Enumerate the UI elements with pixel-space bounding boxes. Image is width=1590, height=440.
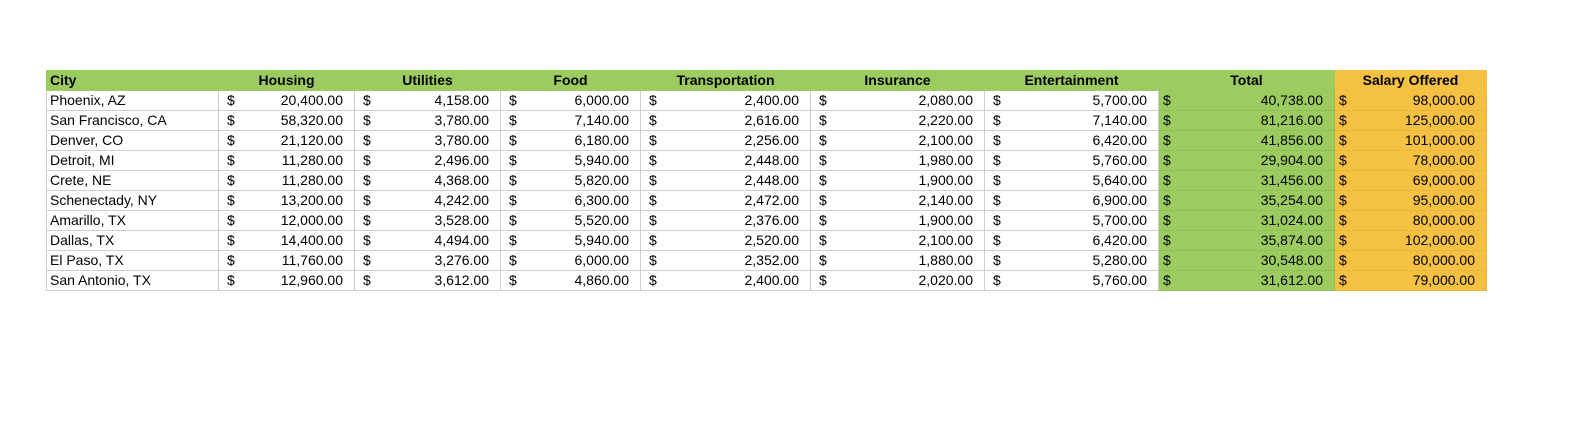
cell-insurance[interactable] bbox=[811, 151, 985, 171]
currency-symbol: $ bbox=[993, 112, 1001, 128]
currency-symbol: $ bbox=[1339, 172, 1347, 188]
amount-insurance: 1,880.00 bbox=[918, 252, 973, 268]
cell-insurance[interactable] bbox=[811, 131, 985, 151]
cell-total[interactable] bbox=[1159, 231, 1335, 251]
cell-transportation[interactable] bbox=[641, 111, 811, 131]
cell-utilities[interactable] bbox=[355, 151, 501, 171]
currency-symbol: $ bbox=[509, 232, 517, 248]
currency-symbol: $ bbox=[509, 272, 517, 288]
cell-city[interactable]: San Antonio, TX bbox=[47, 271, 219, 291]
amount-transportation: 2,256.00 bbox=[744, 132, 799, 148]
cell-transportation[interactable] bbox=[641, 91, 811, 111]
cell-food[interactable] bbox=[501, 211, 641, 231]
amount-entertainment: 5,280.00 bbox=[1092, 252, 1147, 268]
amount-food: 6,300.00 bbox=[574, 192, 629, 208]
currency-symbol: $ bbox=[509, 212, 517, 228]
amount-transportation: 2,448.00 bbox=[744, 152, 799, 168]
cell-salary[interactable] bbox=[1335, 171, 1487, 191]
currency-symbol: $ bbox=[819, 272, 827, 288]
amount-insurance: 2,140.00 bbox=[918, 192, 973, 208]
amount-entertainment: 5,700.00 bbox=[1092, 92, 1147, 108]
cell-entertainment[interactable] bbox=[985, 191, 1159, 211]
currency-symbol: $ bbox=[363, 92, 371, 108]
amount-salary: 80,000.00 bbox=[1412, 252, 1475, 268]
cell-city[interactable]: Denver, CO bbox=[47, 131, 219, 151]
cell-city[interactable]: Dallas, TX bbox=[47, 231, 219, 251]
currency-symbol: $ bbox=[819, 232, 827, 248]
cell-housing[interactable] bbox=[219, 271, 355, 291]
table-row bbox=[47, 171, 1487, 191]
amount-utilities: 3,780.00 bbox=[434, 132, 489, 148]
cell-utilities[interactable] bbox=[355, 231, 501, 251]
currency-symbol: $ bbox=[819, 132, 827, 148]
amount-insurance: 2,080.00 bbox=[918, 92, 973, 108]
currency-symbol: $ bbox=[1163, 212, 1171, 228]
table-row bbox=[47, 131, 1487, 151]
amount-total: 31,612.00 bbox=[1260, 272, 1323, 288]
cell-insurance[interactable] bbox=[811, 251, 985, 271]
currency-symbol: $ bbox=[649, 172, 657, 188]
header-total[interactable]: Total bbox=[1159, 71, 1335, 91]
cell-salary[interactable] bbox=[1335, 211, 1487, 231]
currency-symbol: $ bbox=[993, 132, 1001, 148]
amount-housing: 12,000.00 bbox=[280, 212, 343, 228]
cell-entertainment[interactable] bbox=[985, 231, 1159, 251]
amount-entertainment: 5,640.00 bbox=[1092, 172, 1147, 188]
currency-symbol: $ bbox=[363, 192, 371, 208]
cell-salary[interactable] bbox=[1335, 231, 1487, 251]
cell-entertainment[interactable] bbox=[985, 131, 1159, 151]
amount-utilities: 4,158.00 bbox=[434, 92, 489, 108]
currency-symbol: $ bbox=[1163, 132, 1171, 148]
cell-city[interactable]: El Paso, TX bbox=[47, 251, 219, 271]
amount-insurance: 2,220.00 bbox=[918, 112, 973, 128]
amount-salary: 69,000.00 bbox=[1412, 172, 1475, 188]
currency-symbol: $ bbox=[993, 272, 1001, 288]
amount-salary: 80,000.00 bbox=[1412, 212, 1475, 228]
table-row bbox=[47, 251, 1487, 271]
amount-food: 4,860.00 bbox=[574, 272, 629, 288]
amount-utilities: 3,612.00 bbox=[434, 272, 489, 288]
cell-city[interactable]: San Francisco, CA bbox=[47, 111, 219, 131]
cell-city[interactable]: Phoenix, AZ bbox=[47, 91, 219, 111]
currency-symbol: $ bbox=[649, 232, 657, 248]
amount-salary: 102,000.00 bbox=[1404, 232, 1475, 248]
amount-salary: 95,000.00 bbox=[1412, 192, 1475, 208]
cell-insurance[interactable] bbox=[811, 191, 985, 211]
currency-symbol: $ bbox=[1339, 192, 1347, 208]
cell-entertainment[interactable] bbox=[985, 111, 1159, 131]
cell-entertainment[interactable] bbox=[985, 251, 1159, 271]
header-row bbox=[47, 71, 1487, 91]
cell-total[interactable] bbox=[1159, 91, 1335, 111]
cell-utilities[interactable] bbox=[355, 91, 501, 111]
currency-symbol: $ bbox=[1339, 212, 1347, 228]
currency-symbol: $ bbox=[1339, 232, 1347, 248]
cell-utilities[interactable] bbox=[355, 211, 501, 231]
cell-entertainment[interactable] bbox=[985, 211, 1159, 231]
cell-entertainment[interactable] bbox=[985, 271, 1159, 291]
currency-symbol: $ bbox=[363, 132, 371, 148]
header-utilities[interactable]: Utilities bbox=[355, 71, 501, 91]
amount-entertainment: 7,140.00 bbox=[1092, 112, 1147, 128]
amount-utilities: 4,368.00 bbox=[434, 172, 489, 188]
currency-symbol: $ bbox=[1163, 112, 1171, 128]
amount-utilities: 4,494.00 bbox=[434, 232, 489, 248]
cost-of-living-table bbox=[46, 70, 1487, 291]
amount-food: 6,000.00 bbox=[574, 252, 629, 268]
currency-symbol: $ bbox=[1339, 252, 1347, 268]
currency-symbol: $ bbox=[819, 112, 827, 128]
currency-symbol: $ bbox=[363, 172, 371, 188]
currency-symbol: $ bbox=[649, 112, 657, 128]
amount-total: 35,254.00 bbox=[1260, 192, 1323, 208]
cell-entertainment[interactable] bbox=[985, 171, 1159, 191]
currency-symbol: $ bbox=[363, 112, 371, 128]
cell-city[interactable]: Detroit, MI bbox=[47, 151, 219, 171]
cell-housing[interactable] bbox=[219, 191, 355, 211]
currency-symbol: $ bbox=[819, 212, 827, 228]
amount-total: 81,216.00 bbox=[1260, 112, 1323, 128]
currency-symbol: $ bbox=[819, 252, 827, 268]
currency-symbol: $ bbox=[649, 272, 657, 288]
amount-entertainment: 5,760.00 bbox=[1092, 272, 1147, 288]
currency-symbol: $ bbox=[1339, 112, 1347, 128]
currency-symbol: $ bbox=[993, 152, 1001, 168]
currency-symbol: $ bbox=[819, 92, 827, 108]
cell-total[interactable] bbox=[1159, 131, 1335, 151]
cell-food[interactable] bbox=[501, 191, 641, 211]
amount-housing: 13,200.00 bbox=[280, 192, 343, 208]
cell-transportation[interactable] bbox=[641, 151, 811, 171]
currency-symbol: $ bbox=[819, 152, 827, 168]
currency-symbol: $ bbox=[649, 252, 657, 268]
amount-total: 30,548.00 bbox=[1260, 252, 1323, 268]
currency-symbol: $ bbox=[1339, 152, 1347, 168]
currency-symbol: $ bbox=[363, 152, 371, 168]
currency-symbol: $ bbox=[227, 232, 235, 248]
cell-food[interactable] bbox=[501, 251, 641, 271]
amount-total: 29,904.00 bbox=[1260, 152, 1323, 168]
currency-symbol: $ bbox=[1163, 232, 1171, 248]
amount-entertainment: 6,420.00 bbox=[1092, 132, 1147, 148]
amount-housing: 14,400.00 bbox=[280, 232, 343, 248]
amount-housing: 12,960.00 bbox=[280, 272, 343, 288]
cell-salary[interactable] bbox=[1335, 271, 1487, 291]
amount-total: 35,874.00 bbox=[1260, 232, 1323, 248]
table-row bbox=[47, 151, 1487, 171]
amount-insurance: 1,980.00 bbox=[918, 152, 973, 168]
currency-symbol: $ bbox=[227, 212, 235, 228]
table-row bbox=[47, 211, 1487, 231]
cell-total[interactable] bbox=[1159, 251, 1335, 271]
cell-housing[interactable] bbox=[219, 91, 355, 111]
cell-total[interactable] bbox=[1159, 111, 1335, 131]
cell-housing[interactable] bbox=[219, 151, 355, 171]
currency-symbol: $ bbox=[649, 92, 657, 108]
cell-housing[interactable] bbox=[219, 251, 355, 271]
amount-insurance: 2,100.00 bbox=[918, 232, 973, 248]
cell-transportation[interactable] bbox=[641, 131, 811, 151]
currency-symbol: $ bbox=[649, 212, 657, 228]
currency-symbol: $ bbox=[1163, 272, 1171, 288]
currency-symbol: $ bbox=[363, 272, 371, 288]
currency-symbol: $ bbox=[649, 132, 657, 148]
amount-salary: 101,000.00 bbox=[1404, 132, 1475, 148]
amount-housing: 11,760.00 bbox=[281, 252, 343, 268]
cell-salary[interactable] bbox=[1335, 251, 1487, 271]
amount-utilities: 3,528.00 bbox=[434, 212, 489, 228]
amount-food: 6,000.00 bbox=[574, 92, 629, 108]
cell-salary[interactable] bbox=[1335, 191, 1487, 211]
cell-insurance[interactable] bbox=[811, 211, 985, 231]
currency-symbol: $ bbox=[993, 232, 1001, 248]
currency-symbol: $ bbox=[649, 192, 657, 208]
amount-food: 5,940.00 bbox=[574, 232, 629, 248]
currency-symbol: $ bbox=[819, 172, 827, 188]
currency-symbol: $ bbox=[227, 252, 235, 268]
currency-symbol: $ bbox=[509, 92, 517, 108]
amount-insurance: 1,900.00 bbox=[918, 172, 973, 188]
cell-utilities[interactable] bbox=[355, 111, 501, 131]
currency-symbol: $ bbox=[649, 152, 657, 168]
currency-symbol: $ bbox=[1339, 272, 1347, 288]
cell-transportation[interactable] bbox=[641, 231, 811, 251]
cell-insurance[interactable] bbox=[811, 91, 985, 111]
cell-total[interactable] bbox=[1159, 211, 1335, 231]
amount-salary: 125,000.00 bbox=[1404, 112, 1475, 128]
currency-symbol: $ bbox=[993, 212, 1001, 228]
currency-symbol: $ bbox=[363, 252, 371, 268]
cell-city[interactable]: Crete, NE bbox=[47, 171, 219, 191]
amount-housing: 11,280.00 bbox=[281, 172, 343, 188]
amount-transportation: 2,472.00 bbox=[744, 192, 799, 208]
cell-city[interactable]: Amarillo, TX bbox=[47, 211, 219, 231]
header-food[interactable]: Food bbox=[501, 71, 641, 91]
cell-entertainment[interactable] bbox=[985, 91, 1159, 111]
cell-transportation[interactable] bbox=[641, 211, 811, 231]
currency-symbol: $ bbox=[227, 132, 235, 148]
amount-entertainment: 5,760.00 bbox=[1092, 152, 1147, 168]
amount-housing: 58,320.00 bbox=[280, 112, 343, 128]
cell-insurance[interactable] bbox=[811, 171, 985, 191]
table-row bbox=[47, 231, 1487, 251]
amount-insurance: 2,020.00 bbox=[918, 272, 973, 288]
currency-symbol: $ bbox=[227, 112, 235, 128]
cell-total[interactable] bbox=[1159, 171, 1335, 191]
amount-total: 41,856.00 bbox=[1260, 132, 1323, 148]
amount-transportation: 2,400.00 bbox=[744, 92, 799, 108]
cell-food[interactable] bbox=[501, 171, 641, 191]
amount-transportation: 2,520.00 bbox=[744, 232, 799, 248]
currency-symbol: $ bbox=[1163, 172, 1171, 188]
table-row bbox=[47, 111, 1487, 131]
amount-salary: 78,000.00 bbox=[1412, 152, 1475, 168]
currency-symbol: $ bbox=[227, 92, 235, 108]
cell-insurance[interactable] bbox=[811, 111, 985, 131]
header-insurance[interactable]: Insurance bbox=[811, 71, 985, 91]
header-housing[interactable]: Housing bbox=[219, 71, 355, 91]
currency-symbol: $ bbox=[227, 172, 235, 188]
amount-food: 6,180.00 bbox=[574, 132, 629, 148]
cell-housing[interactable] bbox=[219, 231, 355, 251]
amount-transportation: 2,448.00 bbox=[744, 172, 799, 188]
amount-housing: 21,120.00 bbox=[280, 132, 343, 148]
currency-symbol: $ bbox=[1339, 92, 1347, 108]
amount-transportation: 2,352.00 bbox=[744, 252, 799, 268]
currency-symbol: $ bbox=[993, 192, 1001, 208]
amount-transportation: 2,616.00 bbox=[744, 112, 799, 128]
currency-symbol: $ bbox=[509, 112, 517, 128]
currency-symbol: $ bbox=[993, 252, 1001, 268]
cell-insurance[interactable] bbox=[811, 271, 985, 291]
cell-housing[interactable] bbox=[219, 211, 355, 231]
cell-food[interactable] bbox=[501, 271, 641, 291]
cell-salary[interactable] bbox=[1335, 131, 1487, 151]
amount-transportation: 2,376.00 bbox=[744, 212, 799, 228]
header-transportation[interactable]: Transportation bbox=[641, 71, 811, 91]
currency-symbol: $ bbox=[227, 272, 235, 288]
cell-food[interactable] bbox=[501, 151, 641, 171]
table-body bbox=[47, 91, 1487, 291]
amount-utilities: 2,496.00 bbox=[434, 152, 489, 168]
cell-housing[interactable] bbox=[219, 131, 355, 151]
currency-symbol: $ bbox=[1163, 252, 1171, 268]
cell-transportation[interactable] bbox=[641, 251, 811, 271]
currency-symbol: $ bbox=[227, 152, 235, 168]
cell-food[interactable] bbox=[501, 91, 641, 111]
currency-symbol: $ bbox=[993, 92, 1001, 108]
cell-transportation[interactable] bbox=[641, 191, 811, 211]
currency-symbol: $ bbox=[509, 172, 517, 188]
amount-salary: 98,000.00 bbox=[1412, 92, 1475, 108]
cell-utilities[interactable] bbox=[355, 191, 501, 211]
currency-symbol: $ bbox=[227, 192, 235, 208]
cell-utilities[interactable] bbox=[355, 131, 501, 151]
cell-insurance[interactable] bbox=[811, 231, 985, 251]
amount-insurance: 1,900.00 bbox=[918, 212, 973, 228]
currency-symbol: $ bbox=[819, 192, 827, 208]
cell-food[interactable] bbox=[501, 231, 641, 251]
amount-housing: 11,280.00 bbox=[281, 152, 343, 168]
amount-utilities: 3,780.00 bbox=[434, 112, 489, 128]
amount-total: 40,738.00 bbox=[1260, 92, 1323, 108]
table-row bbox=[47, 191, 1487, 211]
cell-salary[interactable] bbox=[1335, 111, 1487, 131]
cell-city[interactable]: Schenectady, NY bbox=[47, 191, 219, 211]
header-entertainment[interactable]: Entertainment bbox=[985, 71, 1159, 91]
currency-symbol: $ bbox=[363, 232, 371, 248]
cell-utilities[interactable] bbox=[355, 171, 501, 191]
amount-insurance: 2,100.00 bbox=[918, 132, 973, 148]
cell-housing[interactable] bbox=[219, 171, 355, 191]
currency-symbol: $ bbox=[509, 192, 517, 208]
amount-entertainment: 5,700.00 bbox=[1092, 212, 1147, 228]
amount-entertainment: 6,420.00 bbox=[1092, 232, 1147, 248]
amount-food: 7,140.00 bbox=[574, 112, 629, 128]
amount-utilities: 3,276.00 bbox=[434, 252, 489, 268]
amount-food: 5,820.00 bbox=[574, 172, 629, 188]
amount-entertainment: 6,900.00 bbox=[1092, 192, 1147, 208]
cell-food[interactable] bbox=[501, 111, 641, 131]
cell-total[interactable] bbox=[1159, 271, 1335, 291]
header-salary-offered[interactable]: Salary Offered bbox=[1335, 71, 1487, 91]
currency-symbol: $ bbox=[1163, 192, 1171, 208]
cell-food[interactable] bbox=[501, 131, 641, 151]
amount-total: 31,456.00 bbox=[1260, 172, 1323, 188]
amount-salary: 79,000.00 bbox=[1412, 272, 1475, 288]
currency-symbol: $ bbox=[509, 152, 517, 168]
amount-utilities: 4,242.00 bbox=[434, 192, 489, 208]
cell-total[interactable] bbox=[1159, 191, 1335, 211]
amount-housing: 20,400.00 bbox=[280, 92, 343, 108]
cell-salary[interactable] bbox=[1335, 151, 1487, 171]
cell-total[interactable] bbox=[1159, 151, 1335, 171]
amount-food: 5,940.00 bbox=[574, 152, 629, 168]
table-row bbox=[47, 271, 1487, 291]
table-row bbox=[47, 91, 1487, 111]
currency-symbol: $ bbox=[363, 212, 371, 228]
currency-symbol: $ bbox=[1163, 152, 1171, 168]
cell-utilities[interactable] bbox=[355, 271, 501, 291]
cell-utilities[interactable] bbox=[355, 251, 501, 271]
currency-symbol: $ bbox=[1339, 132, 1347, 148]
cell-entertainment[interactable] bbox=[985, 151, 1159, 171]
cell-transportation[interactable] bbox=[641, 171, 811, 191]
cell-salary[interactable] bbox=[1335, 91, 1487, 111]
amount-transportation: 2,400.00 bbox=[744, 272, 799, 288]
currency-symbol: $ bbox=[509, 132, 517, 148]
currency-symbol: $ bbox=[993, 172, 1001, 188]
amount-total: 31,024.00 bbox=[1260, 212, 1323, 228]
cell-transportation[interactable] bbox=[641, 271, 811, 291]
currency-symbol: $ bbox=[1163, 92, 1171, 108]
cell-housing[interactable] bbox=[219, 111, 355, 131]
amount-food: 5,520.00 bbox=[574, 212, 629, 228]
currency-symbol: $ bbox=[509, 252, 517, 268]
header-city[interactable]: City bbox=[47, 71, 219, 91]
